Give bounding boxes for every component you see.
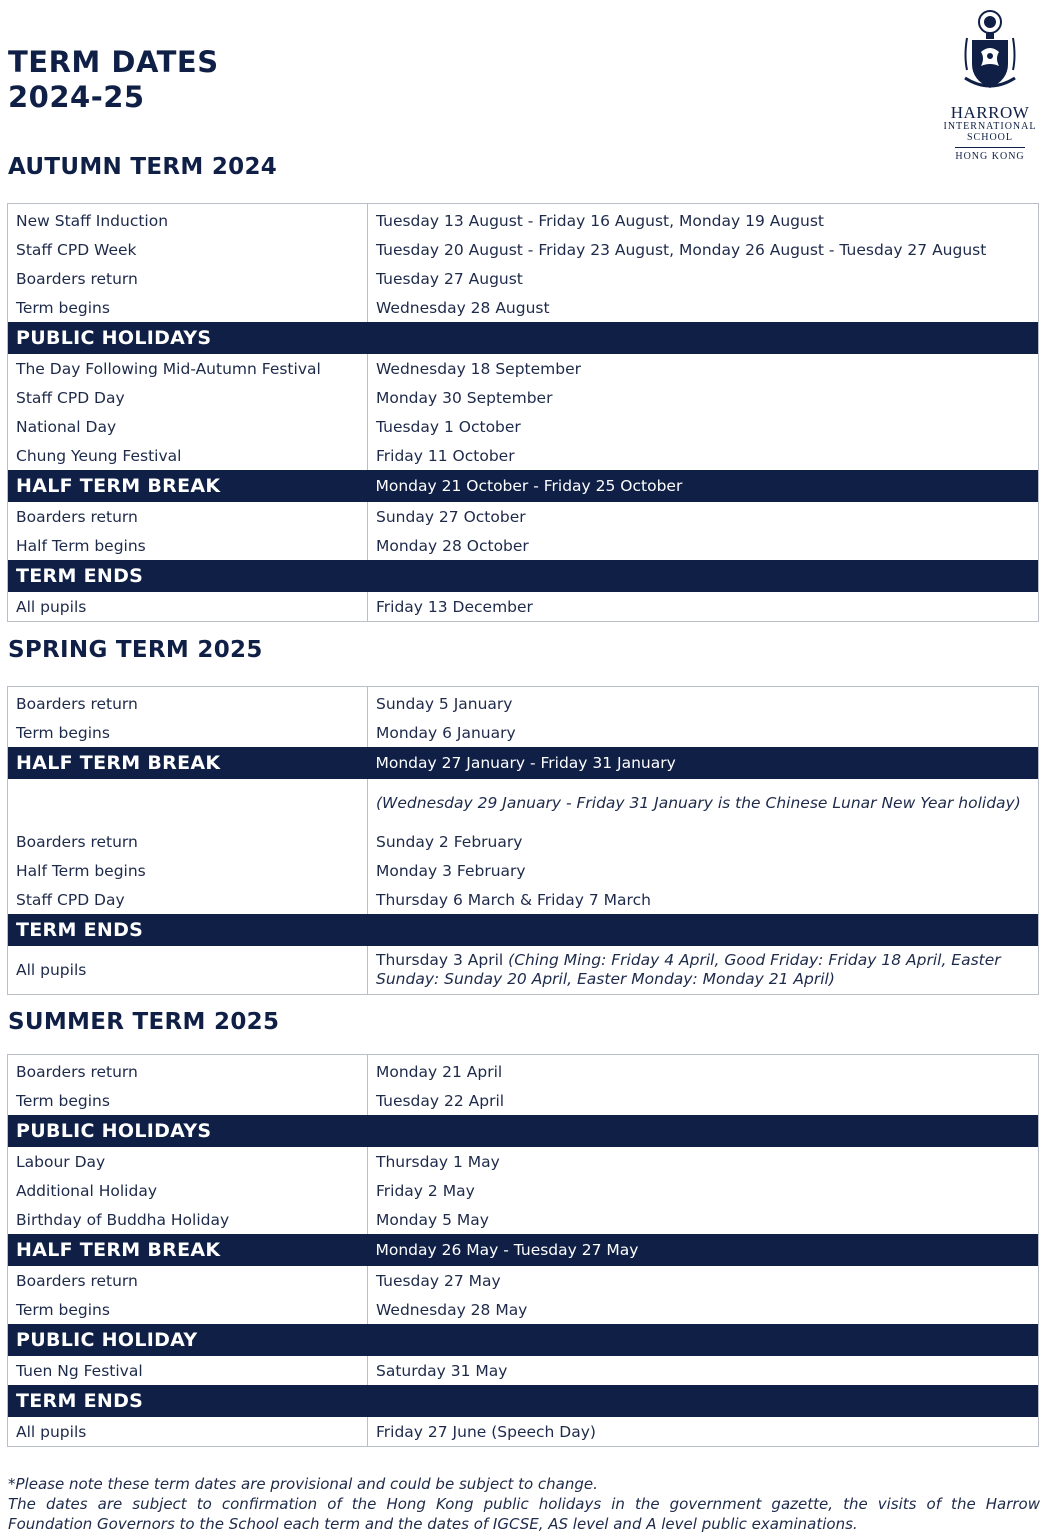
row-date: Sunday 27 October xyxy=(376,507,526,526)
row-date: Sunday 5 January xyxy=(376,694,513,713)
crest-icon xyxy=(959,8,1021,100)
table-row xyxy=(8,383,1039,412)
row-date-main: Thursday 3 April xyxy=(376,951,504,969)
section-header-date xyxy=(368,1324,1039,1356)
row-label: Term begins xyxy=(8,1086,368,1115)
table-row xyxy=(8,264,1039,293)
logo-divider xyxy=(955,147,1025,148)
section-header-label: PUBLIC HOLIDAYS xyxy=(8,322,368,354)
table-row xyxy=(8,204,1039,236)
page-title-line2: 2024-25 xyxy=(8,80,145,114)
row-date: Friday 2 May xyxy=(376,1181,475,1200)
section-header-label: HALF TERM BREAK xyxy=(8,747,368,779)
section-header-row xyxy=(8,747,1039,779)
section-header-row xyxy=(8,1115,1039,1147)
table-row xyxy=(8,1176,1039,1205)
table-row xyxy=(8,1147,1039,1176)
section-header-label: TERM ENDS xyxy=(8,560,368,592)
row-label: Term begins xyxy=(8,1295,368,1324)
logo-line2: INTERNATIONAL xyxy=(943,121,1037,132)
row-label: Labour Day xyxy=(8,1147,368,1176)
row-date xyxy=(368,946,1039,995)
section-header-date xyxy=(368,1115,1039,1147)
footer-note xyxy=(8,1474,1040,1534)
table-row xyxy=(8,1205,1039,1234)
row-label: Boarders return xyxy=(8,1266,368,1295)
row-date: Tuesday 22 April xyxy=(376,1091,505,1110)
row-date: Wednesday 28 May xyxy=(376,1300,528,1319)
row-label: All pupils xyxy=(8,1417,368,1447)
footer-note-line2: The dates are subject to confirmation of the Hong Kong public holidays in the government gazette, the visits of the Harrow xyxy=(8,1495,1040,1513)
table-row xyxy=(8,856,1039,885)
section-header-row xyxy=(8,914,1039,946)
row-label: National Day xyxy=(8,412,368,441)
table-row xyxy=(8,885,1039,914)
row-label: The Day Following Mid-Autumn Festival xyxy=(8,354,368,383)
row-date: Tuesday 1 October xyxy=(376,417,521,436)
section-header-date xyxy=(368,914,1039,946)
table-row xyxy=(8,718,1039,747)
table-row xyxy=(8,592,1039,622)
summer-term-table xyxy=(7,1054,1039,1447)
row-date: Tuesday 27 May xyxy=(376,1271,501,1290)
row-label: Boarders return xyxy=(8,502,368,531)
section-header-row xyxy=(8,1324,1039,1356)
row-date: Monday 30 September xyxy=(376,388,553,407)
section-header-row xyxy=(8,470,1039,502)
row-note: (Wednesday 29 January - Friday 31 January is the Chinese Lunar New Year holiday) xyxy=(376,793,1021,812)
table-row xyxy=(8,412,1039,441)
section-header-row xyxy=(8,1234,1039,1266)
section-header-date xyxy=(368,1385,1039,1417)
row-label: Term begins xyxy=(8,718,368,747)
row-date: Wednesday 28 August xyxy=(376,298,550,317)
row-date: Friday 27 June (Speech Day) xyxy=(376,1422,596,1441)
row-label: Birthday of Buddha Holiday xyxy=(8,1205,368,1234)
section-header-date xyxy=(368,322,1039,354)
row-date: Friday 13 December xyxy=(376,597,533,616)
school-logo xyxy=(940,8,1040,162)
section-header-date: Monday 27 January - Friday 31 January xyxy=(368,747,1039,779)
row-date: Wednesday 18 September xyxy=(376,359,581,378)
table-row xyxy=(8,1266,1039,1295)
table-row xyxy=(8,1295,1039,1324)
row-label: Half Term begins xyxy=(8,856,368,885)
logo-line4: HONG KONG xyxy=(955,151,1025,162)
row-date: Monday 6 January xyxy=(376,723,516,742)
row-date: Saturday 31 May xyxy=(376,1361,508,1380)
table-row xyxy=(8,235,1039,264)
autumn-term-title: AUTUMN TERM 2024 xyxy=(8,154,278,180)
row-date: Monday 5 May xyxy=(376,1210,489,1229)
row-date: Tuesday 20 August - Friday 23 August, Monday 26 August - Tuesday 27 August xyxy=(376,240,987,259)
row-label: Staff CPD Day xyxy=(8,383,368,412)
section-header-label: HALF TERM BREAK xyxy=(8,1234,368,1266)
spring-term-table xyxy=(7,686,1039,995)
row-date: Thursday 1 May xyxy=(376,1152,500,1171)
table-row xyxy=(8,687,1039,719)
row-label: Chung Yeung Festival xyxy=(8,441,368,470)
row-label: Boarders return xyxy=(8,687,368,719)
page-title xyxy=(8,45,219,115)
row-label: Boarders return xyxy=(8,264,368,293)
table-row xyxy=(8,531,1039,560)
table-row xyxy=(8,1055,1039,1087)
section-header-row xyxy=(8,560,1039,592)
section-header-row xyxy=(8,1385,1039,1417)
row-label: All pupils xyxy=(8,946,368,995)
row-label: Half Term begins xyxy=(8,531,368,560)
row-date: Tuesday 27 August xyxy=(376,269,523,288)
row-label: Boarders return xyxy=(8,827,368,856)
row-label xyxy=(8,779,368,827)
row-date: Monday 28 October xyxy=(376,536,529,555)
table-row xyxy=(8,1417,1039,1447)
table-row xyxy=(8,1356,1039,1385)
row-label: Boarders return xyxy=(8,1055,368,1087)
table-row xyxy=(8,946,1039,995)
row-label: Tuen Ng Festival xyxy=(8,1356,368,1385)
table-row xyxy=(8,354,1039,383)
table-row xyxy=(8,293,1039,322)
table-row xyxy=(8,779,1039,827)
row-date: Sunday 2 February xyxy=(376,832,523,851)
autumn-term-table xyxy=(7,203,1039,622)
summer-term-title: SUMMER TERM 2025 xyxy=(8,1009,280,1035)
row-date: Tuesday 13 August - Friday 16 August, Monday 19 August xyxy=(376,211,824,230)
logo-line3: SCHOOL xyxy=(966,132,1013,143)
row-label: Additional Holiday xyxy=(8,1176,368,1205)
section-header-label: TERM ENDS xyxy=(8,914,368,946)
row-label: Staff CPD Week xyxy=(8,235,368,264)
footer-note-provisional: *Please note these term dates are provisional and could be subject to change. xyxy=(8,1475,598,1493)
section-header-label: PUBLIC HOLIDAYS xyxy=(8,1115,368,1147)
row-date: Thursday 6 March & Friday 7 March xyxy=(376,890,651,909)
table-row xyxy=(8,441,1039,470)
row-label: Staff CPD Day xyxy=(8,885,368,914)
row-label: All pupils xyxy=(8,592,368,622)
table-row xyxy=(8,827,1039,856)
section-header-date: Monday 26 May - Tuesday 27 May xyxy=(368,1234,1039,1266)
row-label: Term begins xyxy=(8,293,368,322)
section-header-label: TERM ENDS xyxy=(8,1385,368,1417)
section-header-row xyxy=(8,322,1039,354)
page-title-line1: TERM DATES xyxy=(8,45,219,79)
table-row xyxy=(8,502,1039,531)
row-date-note: (Ching Ming: Friday 4 April, Good Friday: Friday 18 April, Easter Sunday: Sunday 20 April, Easter Monday: Monday 21 April) xyxy=(376,951,1001,988)
table-row xyxy=(8,1086,1039,1115)
section-header-date: Monday 21 October - Friday 25 October xyxy=(368,470,1039,502)
logo-name: HARROW xyxy=(950,103,1030,122)
row-date: Friday 11 October xyxy=(376,446,515,465)
section-header-label: PUBLIC HOLIDAY xyxy=(8,1324,368,1356)
section-header-label: HALF TERM BREAK xyxy=(8,470,368,502)
spring-term-title: SPRING TERM 2025 xyxy=(8,637,263,663)
row-date: Monday 3 February xyxy=(376,861,526,880)
section-header-date xyxy=(368,560,1039,592)
row-date: Monday 21 April xyxy=(376,1062,503,1081)
row-label: New Staff Induction xyxy=(8,204,368,236)
footer-note-line3: Foundation Governors to the School each term and the dates of IGCSE, AS level and A level public examinations. xyxy=(8,1515,858,1533)
